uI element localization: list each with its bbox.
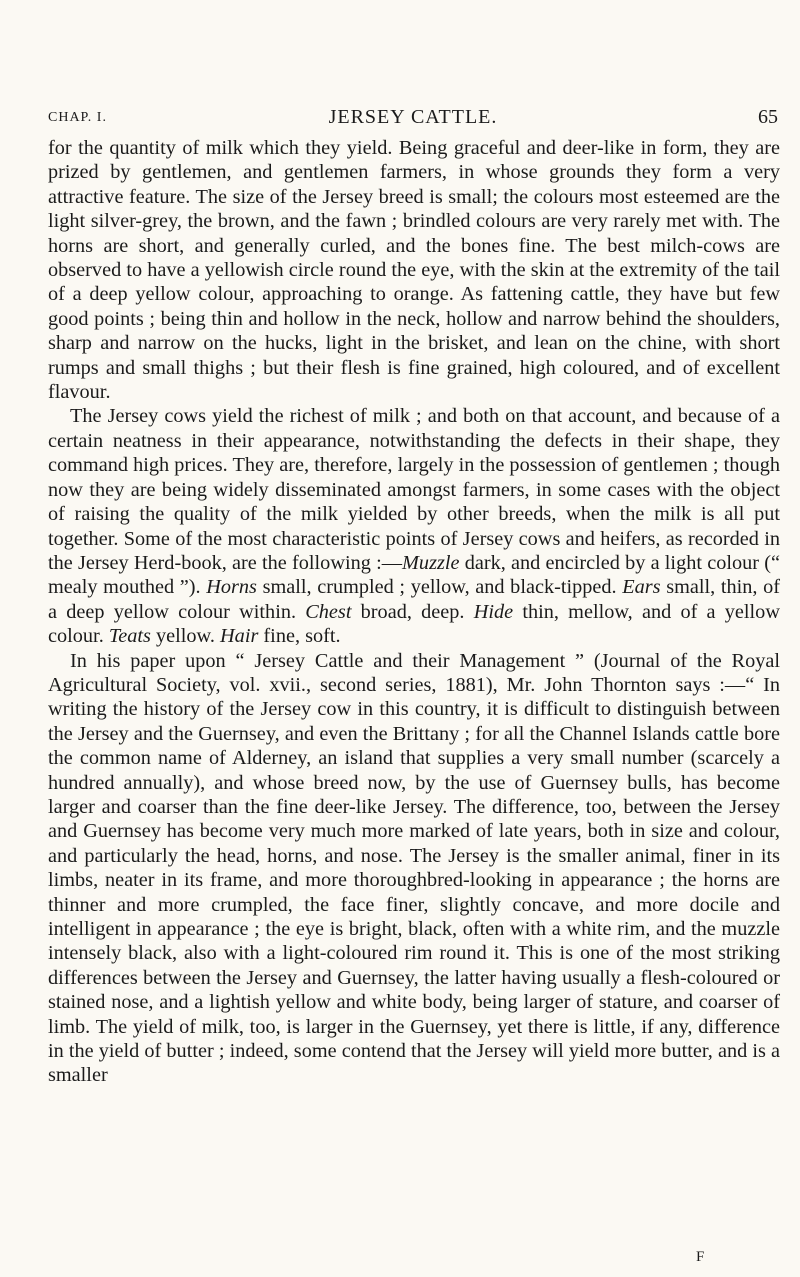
body-text (48, 136, 780, 1088)
paragraph (48, 136, 780, 404)
text-run: thin, mellow, and of a yellow colour. (48, 600, 780, 648)
text-run: fine, soft. (258, 625, 341, 648)
signature-mark: F (696, 1249, 705, 1265)
text-run: In his paper upon “ Jersey Cattle and their Management ” (Journal of the Royal Agricultural Society, vol. xvii., second series, 1881), Mr. John Thornton says :—“ In writing the history of the Jersey cow in this country, it is difficult to distinguish between the Jersey and the Guernsey, and even the Brittany ; for all the Channel Islands cattle bore the common name of Alderney, an island that supplies a very small number (scarcely a hundred annually), and whose breed now, by the use of Guernsey bulls, has become larger and coarser than the fine deer-like Jersey. The difference, too, between the Jersey and Guernsey has become very much more marked of late years, both in size and colour, and particularly the head, horns, and nose. The Jersey is the smaller animal, finer in its limbs, neater in its frame, and more thoroughbred-looking in appearance ; the horns are thinner and more crumpled, the face finer, slightly concave, and more docile and intelligent in appearance ; the eye is bright, black, often with a white rim, and the muzzle intensely black, also with a light-coloured rim round it. This is one of the most striking differences between the Jersey and Guernsey, the latter having usually a flesh-coloured or stained nose, and a lightish yellow and white body, being larger of stature, and coarser of limb. The yield of milk, too, is larger in the Guernsey, yet there is little, if any, difference in the yield of butter ; indeed, some contend that the Jersey will yield more butter, and is a smaller (48, 649, 780, 1087)
italic-term: Ears (622, 576, 661, 599)
running-header (48, 106, 778, 132)
running-title: JERSEY CATTLE. (328, 106, 498, 128)
italic-term: Muzzle (402, 551, 460, 574)
text-run: small, crumpled ; yellow, and black-tipped. (256, 576, 623, 599)
italic-term: Hair (220, 625, 259, 648)
text-run: yellow. (150, 625, 221, 648)
italic-term: Hide (473, 600, 514, 623)
chapter-label: CHAP. I. (48, 110, 107, 125)
page-number: 65 (758, 106, 778, 128)
italic-term: Horns (206, 576, 257, 599)
text-run: for the quantity of milk which they yield. Being graceful and deer-like in form, they are prized by gentlemen, and gentlemen farmers, in whose grounds they form a very attractive feature. The size of the Jersey breed is small; the colours most esteemed are the light silver-grey, the brown, and the fawn ; brindled colours are very rarely met with. The horns are short, and generally curled, and the bones fine. The best milch-cows are observed to have a yellowish circle round the eye, with the skin at the extremity of the tail of a deep yellow colour, approaching to orange. As fattening cattle, they have but few good points ; being thin and hollow in the neck, hollow and narrow behind the shoulders, sharp and narrow on the hucks, light in the brisket, and lean on the chine, with short rumps and small thighs ; but their flesh is fine grained, high coloured, and of excellent flavour. (48, 137, 780, 404)
text-run: small, thin, of a deep yellow colour within. (48, 576, 780, 623)
text-run: The Jersey cows yield the richest of milk ; and both on that account, and because of a certain neatness in their appearance, notwithstanding the defects in their shape, they command high prices. They are, therefore, largely in the possession of gentlemen ; though now they are being widely disseminated amongst farmers, in some cases with the object of raising the quality of the milk yielded by other breeds, when the milk is all put together. Some of the most characteristic points of Jersey cows and heifers, as recorded in the Jersey Herd-book, are the following :— (48, 405, 780, 574)
italic-term: Chest (305, 600, 352, 623)
italic-term: Teats (108, 625, 151, 648)
paragraph (48, 404, 780, 648)
text-run: dark, and encircled by a light colour (“ mealy mouthed ”). (48, 551, 780, 599)
text-run: broad, deep. (351, 600, 474, 623)
paragraph (48, 649, 780, 1088)
